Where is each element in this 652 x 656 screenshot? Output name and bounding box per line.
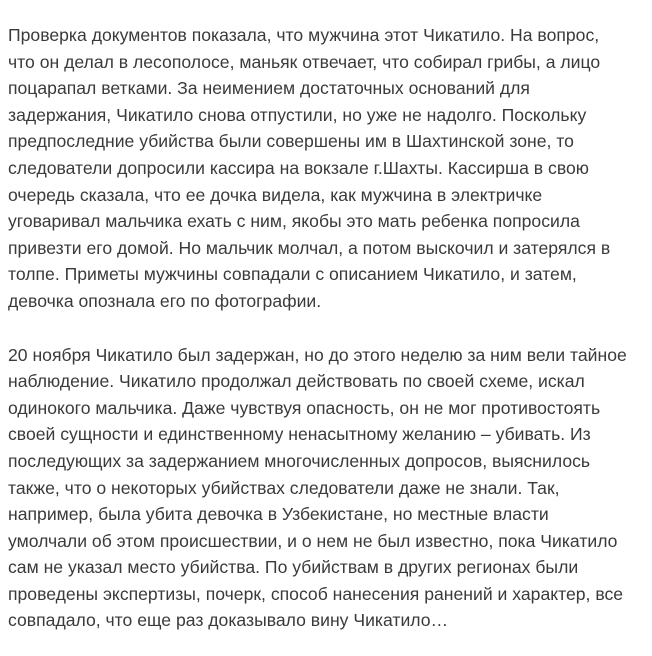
text-line: толпе. Приметы мужчины совпадали с описанием Чикатило, и затем,	[8, 264, 577, 285]
text-line: очередь сказала, что ее дочка видела, как мужчина в электричке	[8, 184, 543, 205]
text-line: своей сущности и единственному ненасытному желанию – убивать. Из	[8, 424, 591, 445]
text-line: одинокого мальчика. Даже чувствуя опасность, он не мог противостоять	[8, 397, 601, 418]
text-line: уговаривал мальчика ехать с ним, якобы это мать ребенка попросила	[8, 211, 580, 232]
article-text	[8, 22, 648, 634]
text-line: совпадало, что еще раз доказывало вину Чикатило…	[8, 610, 449, 631]
text-line: Проверка документов показала, что мужчина этот Чикатило. На вопрос,	[8, 25, 600, 45]
text-line: наблюдение. Чикатило продолжал действовать по своей схеме, искал	[8, 371, 585, 392]
text-line: например, была убита девочка в Узбекистане, но местные власти	[8, 504, 549, 525]
text-line: поцарапал ветками. За неимением достаточных оснований для	[8, 78, 530, 99]
paragraph-2	[8, 342, 648, 635]
text-line: задержания, Чикатило снова отпустили, но уже не надолго. Поскольку	[8, 104, 587, 125]
text-line: привезти его домой. Но мальчик молчал, а потом выскочил и затерялся в	[8, 237, 611, 258]
text-line: проведены экспертизы, почерк, способ нанесения ранений и характер, все	[8, 583, 624, 604]
text-line: что он делал в лесополосе, маньяк отвечает, что собирал грибы, а лицо	[8, 51, 601, 72]
text-line: сам не указал место убийства. По убийствам в других регионах были	[8, 557, 579, 578]
text-line: последующих за задержанием многочисленных допросов, выяснилось	[8, 450, 591, 471]
text-line: 20 ноября Чикатило был задержан, но до этого неделю за ним вели тайное	[8, 344, 627, 365]
text-line: умолчали об этом происшествии, и о нем не был известно, пока Чикатило	[8, 530, 618, 551]
text-line: девочка опознала его по фотографии.	[8, 290, 322, 311]
text-line: следователи допросили кассира на вокзале г.Шахты. Кассирша в свою	[8, 157, 589, 178]
text-line: также, что о некоторых убийствах следователи даже не знали. Так,	[8, 477, 560, 498]
text-line: предпоследние убийства были совершены им в Шахтинской зоне, то	[8, 131, 574, 152]
paragraph-1	[8, 22, 648, 315]
